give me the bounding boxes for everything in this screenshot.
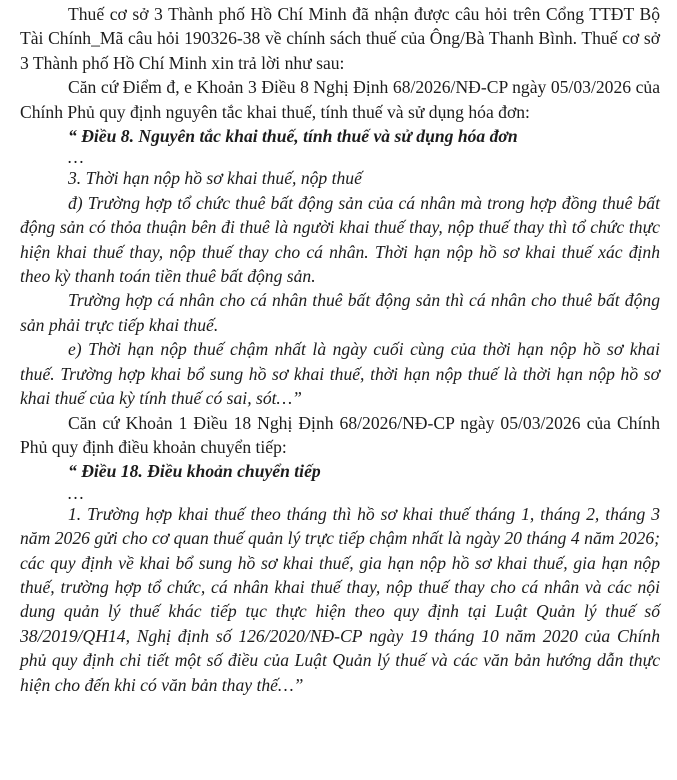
article-8-point-d-continued: Trường hợp cá nhân cho cá nhân thuê bất động sản thì cá nhân cho thuê bất động sản phải trực tiếp khai thuế. — [20, 290, 660, 335]
article-8-point-d: đ) Trường hợp tổ chức thuê bất động sản của cá nhân mà trong hợp đồng thuê bất động sản có thỏa thuận bên đi thuê là người khai thuế thay, nộp thuế thay thì tổ chức thực hiện khai thuế thay, nộp thuế thay cho cá nhân. Thời hạn nộp hồ sơ khai thuế xác định theo kỳ thanh toán tiền thuê bất động sản. — [20, 192, 660, 287]
article-18-heading: “ Điều 18. Điều khoản chuyển tiếp — [68, 461, 321, 482]
legal-basis-article-18: Căn cứ Khoản 1 Điều 18 Nghị Định 68/2026/NĐ-CP ngày 05/03/2026 của Chính Phủ quy định điều khoản chuyển tiếp: — [20, 412, 660, 457]
legal-basis-article-8: Căn cứ Điểm đ, e Khoản 3 Điều 8 Nghị Định 68/2026/NĐ-CP ngày 05/03/2026 của Chính Phủ quy định nguyên tắc khai thuế, tính thuế và sử dụng hóa đơn: — [20, 77, 660, 122]
article-8-heading: “ Điều 8. Nguyên tắc khai thuế, tính thuế và sử dụng hóa đơn — [68, 126, 518, 147]
intro-paragraph: Thuế cơ sở 3 Thành phố Hồ Chí Minh đã nhận được câu hỏi trên Cổng TTĐT Bộ Tài Chính_Mã câu hỏi 190326-38 về chính sách thuế của Ông/Bà Thanh Bình. Thuế cơ sở 3 Thành phố Hồ Chí Minh xin trả lời như sau: — [20, 4, 660, 73]
article-8-point-e: e) Thời hạn nộp thuế chậm nhất là ngày cuối cùng của thời hạn nộp hồ sơ khai thuế. Trường hợp khai bổ sung hồ sơ khai thuế, thời hạn nộp thuế là thời hạn nộp hồ sơ khai thuế của kỳ tính thuế có sai, sót…” — [20, 339, 660, 409]
article-8-clause-3: 3. Thời hạn nộp hồ sơ khai thuế, nộp thuế — [68, 168, 362, 189]
article-18-ellipsis: … — [68, 482, 84, 503]
document-page — [20, 2, 660, 697]
article-18-clause-1: 1. Trường hợp khai thuế theo tháng thì hồ sơ khai thuế tháng 1, tháng 2, tháng 3 năm 2026 gửi cho cơ quan thuế quản lý trực tiếp chậm nhất là ngày 20 tháng 4 năm 2026; các quy định về khai bổ sung hồ sơ khai thuế, gia hạn nộp hồ sơ khai thuế, gia hạn nộp thuế, trường hợp tổ chức, cá nhân khai thuế thay, nộp thuế thay cho cá nhân và các nội dung quản lý thuế khác tiếp tục thực hiện theo quy định tại Luật Quản lý thuế số 38/2019/QH14, Nghị định số 126/2020/NĐ-CP ngày 19 tháng 10 năm 2020 của Chính phủ quy định chi tiết một số điều của Luật Quản lý thuế và các văn bản hướng dẫn thực hiện cho đến khi có văn bản thay thế…” — [20, 503, 660, 695]
article-8-ellipsis: … — [68, 147, 84, 168]
